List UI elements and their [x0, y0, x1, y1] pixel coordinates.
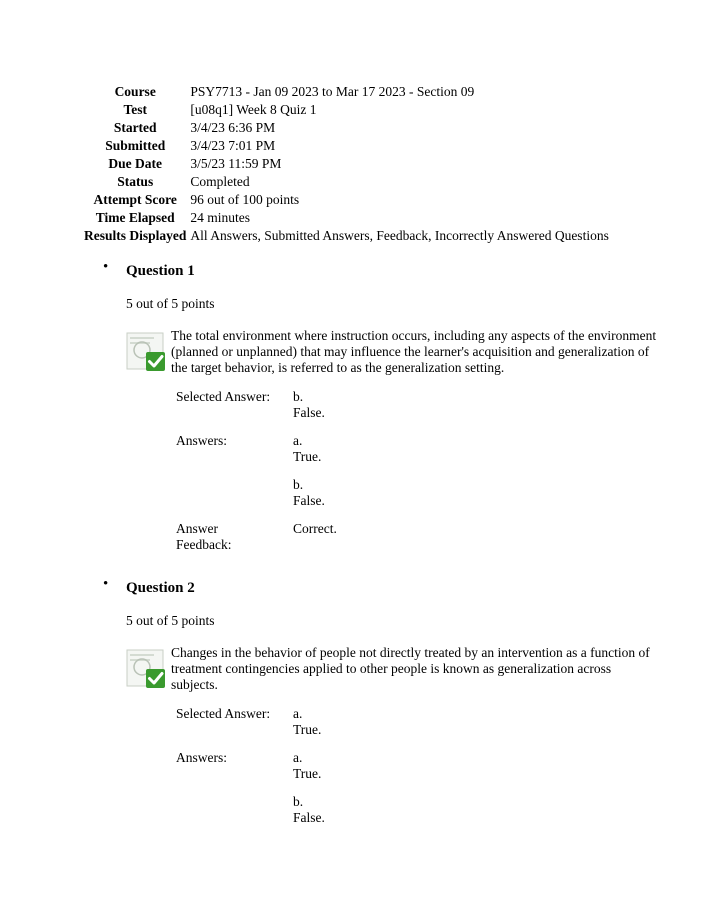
- attempt-summary-table: [84, 83, 609, 245]
- answer-option-b: [293, 477, 493, 509]
- answer-text: False.: [293, 493, 325, 508]
- answer-option-a: [293, 433, 493, 465]
- answer-letter: b.: [293, 389, 304, 404]
- bullet-icon: •: [103, 259, 109, 275]
- question-title: Question 1: [126, 263, 195, 279]
- summary-value: All Answers, Submitted Answers, Feedback, Incorrectly Answered Questions: [190, 228, 609, 243]
- summary-value: PSY7713 - Jan 09 2023 to Mar 17 2023 - Section 09: [190, 84, 475, 99]
- feedback-label-line2: Feedback:: [176, 537, 232, 552]
- summary-row-results-displayed: [84, 227, 609, 245]
- answer-option-b: [293, 794, 493, 826]
- summary-value: 3/4/23 6:36 PM: [190, 120, 276, 135]
- summary-row-status: [84, 173, 609, 191]
- summary-value: 96 out of 100 points: [190, 192, 300, 207]
- question-text: Changes in the behavior of people not directly treated by an intervention as a function of treatment contingencies applied to other people is known as generalization across subjects.: [171, 645, 650, 692]
- summary-value: [u08q1] Week 8 Quiz 1: [190, 102, 317, 117]
- answer-text: True.: [293, 766, 322, 781]
- summary-key: Started: [113, 120, 157, 135]
- answer-text: False.: [293, 810, 325, 825]
- summary-row-due-date: [84, 155, 609, 173]
- selected-answer-value: [293, 706, 493, 738]
- summary-value: 3/5/23 11:59 PM: [190, 156, 282, 171]
- summary-key: Time Elapsed: [95, 210, 175, 225]
- answers-label: Answers:: [176, 750, 227, 765]
- correct-check-icon: [126, 332, 166, 372]
- question-title: Question 2: [126, 580, 195, 596]
- summary-value: 3/4/23 7:01 PM: [190, 138, 276, 153]
- answer-letter: b.: [293, 477, 304, 492]
- summary-row-attempt-score: [84, 191, 609, 209]
- summary-row-started: [84, 119, 609, 137]
- answer-letter: a.: [293, 706, 303, 721]
- selected-answer-label: Selected Answer:: [176, 706, 271, 721]
- summary-row-submitted: [84, 137, 609, 155]
- summary-key: Submitted: [105, 138, 166, 153]
- summary-key: Test: [123, 102, 147, 117]
- bullet-icon: •: [103, 576, 109, 592]
- answer-feedback-value: Correct.: [293, 521, 337, 536]
- answer-letter: a.: [293, 750, 303, 765]
- answer-text: False.: [293, 405, 325, 420]
- answer-option-a: [293, 750, 493, 782]
- answer-feedback-label: [176, 521, 286, 553]
- selected-answer-value: [293, 389, 493, 421]
- answer-text: True.: [293, 722, 322, 737]
- summary-row-test: [84, 101, 609, 119]
- summary-value: Completed: [190, 174, 250, 189]
- summary-key: Status: [117, 174, 154, 189]
- summary-key: Course: [114, 84, 156, 99]
- correct-check-icon: [126, 649, 166, 689]
- question-points: 5 out of 5 points: [126, 613, 215, 628]
- summary-key: Attempt Score: [93, 192, 177, 207]
- summary-key: Due Date: [108, 156, 162, 171]
- summary-key: Results Displayed: [84, 228, 187, 243]
- feedback-label-line1: Answer: [176, 521, 218, 536]
- answer-letter: b.: [293, 794, 304, 809]
- question-points: 5 out of 5 points: [126, 296, 215, 311]
- question-text: The total environment where instruction occurs, including any aspects of the environment (planned or unplanned) that may influence the learner's acquisition and generalization of the target behavior, is referred to as the generalization setting.: [171, 328, 657, 375]
- summary-row-time-elapsed: [84, 209, 609, 227]
- selected-answer-label: Selected Answer:: [176, 389, 271, 404]
- answer-letter: a.: [293, 433, 303, 448]
- summary-row-course: [84, 83, 609, 101]
- summary-value: 24 minutes: [190, 210, 251, 225]
- answer-text: True.: [293, 449, 322, 464]
- answers-label: Answers:: [176, 433, 227, 448]
